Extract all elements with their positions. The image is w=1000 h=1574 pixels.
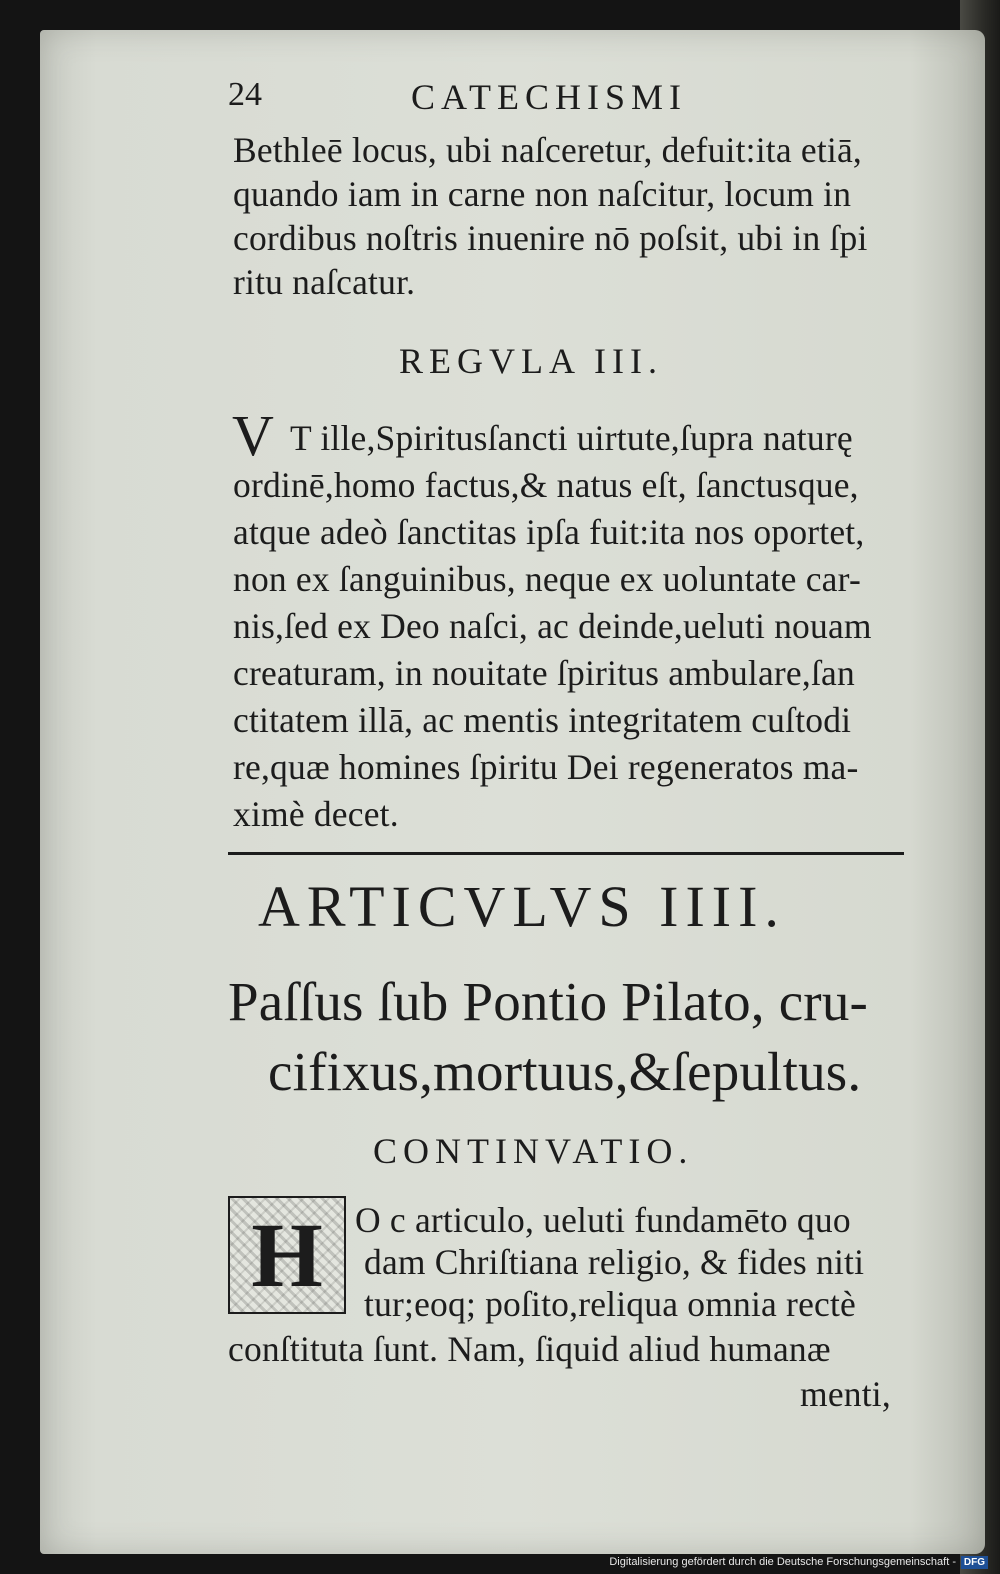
body-line: dam Chriſtiana religio, & fides niti	[364, 1242, 865, 1282]
article-title-line: cifixus,mortuus,&ſepultus.	[268, 1041, 862, 1102]
body-line: ordinē,homo factus,& natus eſt, ſanctusque,	[233, 465, 859, 505]
body-line: Bethleē locus, ubi naſceretur, defuit:ita etiā,	[233, 130, 862, 170]
body-line: creaturam, in nouitate ſpiritus ambulare,ſan	[233, 653, 855, 693]
digitization-credit: Digitalisierung gefördert durch die Deutsche Forschungsgemeinschaft -	[609, 1556, 956, 1568]
body-line: re,quæ homines ſpiritu Dei regeneratos ma-	[233, 747, 859, 787]
catchword: menti,	[800, 1374, 891, 1414]
body-line: tur;eoq; poſito,reliqua omnia rectè	[364, 1284, 857, 1324]
articulus-heading: ARTICVLVS IIII.	[258, 874, 786, 939]
decorated-initial	[228, 1196, 346, 1314]
body-line: non ex ſanguinibus, neque ex uoluntate car-	[233, 559, 861, 599]
page-number: 24	[228, 76, 262, 113]
page-header	[228, 76, 728, 124]
article-title-line: Paſſus ſub Pontio Pilato, cru-	[228, 971, 869, 1032]
body-line: ritu naſcatur.	[233, 262, 416, 302]
body-line: nis,ſed ex Deo naſci, ac deinde,ueluti nouam	[233, 606, 872, 646]
regula-heading: REGVLA III.	[399, 341, 663, 381]
dfg-logo: DFG	[961, 1556, 988, 1569]
initial-letter: H	[251, 1204, 323, 1306]
body-line: cordibus noſtris inuenire nō poſsit, ubi in ſpi	[233, 218, 868, 258]
body-line: conſtituta ſunt. Nam, ſiquid aliud humanæ	[228, 1329, 831, 1369]
body-line: atque adeò ſanctitas ipſa fuit:ita nos oportet,	[233, 512, 865, 552]
running-title: CATECHISMI	[411, 77, 688, 117]
body-line: ximè decet.	[233, 794, 399, 834]
body-line: quando iam in carne non naſcitur, locum in	[233, 174, 852, 214]
body-line: ctitatem illā, ac mentis integritatem cuſtodi	[233, 700, 852, 740]
drop-initial: V	[232, 403, 274, 468]
body-line: O c articulo, ueluti fundamēto quo	[355, 1200, 851, 1240]
section-divider	[228, 852, 904, 855]
body-line: T ille,Spiritusſancti uirtute,ſupra naturę	[290, 418, 853, 458]
continuatio-heading: CONTINVATIO.	[373, 1131, 694, 1171]
